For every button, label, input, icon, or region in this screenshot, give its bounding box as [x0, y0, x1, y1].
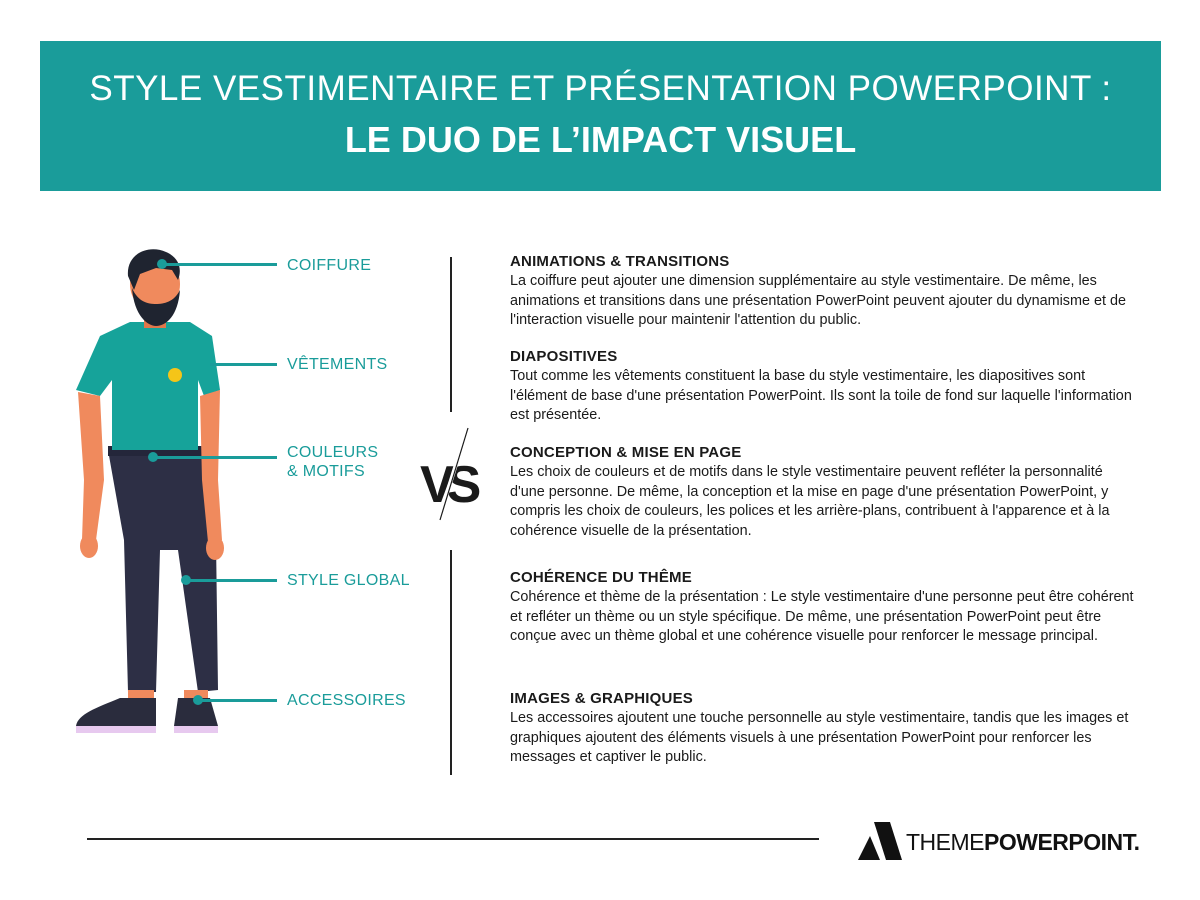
vs-mark [418, 424, 486, 524]
right-hand [206, 536, 224, 560]
section-title: IMAGES & GRAPHIQUES [510, 690, 693, 707]
callout-label-accessoires: ACCESSOIRES [287, 692, 406, 709]
section-animations [510, 253, 1140, 331]
logo-mark-icon [858, 822, 902, 860]
logo-part-2: POWERPOINT. [984, 829, 1140, 855]
left-arm [78, 392, 104, 540]
section-diapositives [510, 348, 1140, 426]
person-illustration [60, 240, 240, 750]
title-banner [40, 41, 1161, 191]
callout-label-couleurs: COULEURS & MOTIFS [287, 444, 379, 480]
pants [108, 450, 218, 692]
callout-label-coiffure: COIFFURE [287, 257, 372, 274]
callout-line [186, 579, 277, 582]
section-title: COHÉRENCE DU THÊME [510, 569, 692, 586]
section-body: La coiffure peut ajouter une dimension supplémentaire au style vestimentaire. De même, les animations et transitions dans une présentation PowerPoint peuvent ajouter du dynamisme et de l'interaction visuelle pour maintenir l'attention du public. [510, 273, 1126, 328]
left-hand [80, 534, 98, 558]
footer-rule [87, 838, 819, 840]
logo-part-1: THEME [906, 829, 984, 855]
divider-top [450, 257, 452, 412]
section-title: DIAPOSITIVES [510, 348, 618, 365]
section-body: Les choix de couleurs et de motifs dans le style vestimentaire peuvent refléter la personnalité d'une personne. De même, la conception et la mise en page d'une présentation PowerPoint, y compris les choix de couleurs, les polices et les arrière-plans, contribuent à l'apparence et à la cohérence visuelle de la présentation. [510, 464, 1110, 539]
section-title: ANIMATIONS & TRANSITIONS [510, 253, 730, 270]
callout-line [210, 363, 277, 366]
callout-label-style-global: STYLE GLOBAL [287, 572, 410, 589]
left-shoe [76, 698, 156, 726]
section-title: CONCEPTION & MISE EN PAGE [510, 444, 742, 461]
section-body: Tout comme les vêtements constituent la base du style vestimentaire, les diapositives sont l'élément de base d'une présentation PowerPoint. Ils sont la toile de fond sur laquelle l'information est présentée. [510, 368, 1132, 423]
right-sole [174, 726, 218, 733]
section-body: Cohérence et thème de la présentation : Le style vestimentaire d'une personne peut être cohérent et refléter un thème ou un style spécifique. De même, une présentation PowerPoint peut être conçue avec un thème global et une cohérence visuelle pour renforcer le message principal. [510, 589, 1134, 644]
logo-wordmark [906, 829, 1140, 856]
title-line-1: STYLE VESTIMENTAIRE ET PRÉSENTATION POWERPOINT : [89, 69, 1112, 108]
section-conception [510, 444, 1140, 541]
section-coherence [510, 569, 1140, 647]
title-line-2: LE DUO DE L’IMPACT VISUEL [344, 119, 857, 160]
callout-line [162, 263, 277, 266]
shirt-badge [168, 368, 182, 382]
section-body: Les accessoires ajoutent une touche personnelle au style vestimentaire, tandis que les images et graphiques ajoutent des éléments visuels à une présentation PowerPoint pour renforcer les messages et captiver le public. [510, 710, 1129, 765]
vs-text: VS [420, 456, 474, 514]
divider-bottom [450, 550, 452, 775]
callout-line [153, 456, 277, 459]
section-images [510, 690, 1140, 768]
callout-label-vetements: VÊTEMENTS [287, 356, 388, 373]
left-sole [76, 726, 156, 733]
callout-line [198, 699, 277, 702]
brand-logo[interactable] [858, 820, 1148, 862]
